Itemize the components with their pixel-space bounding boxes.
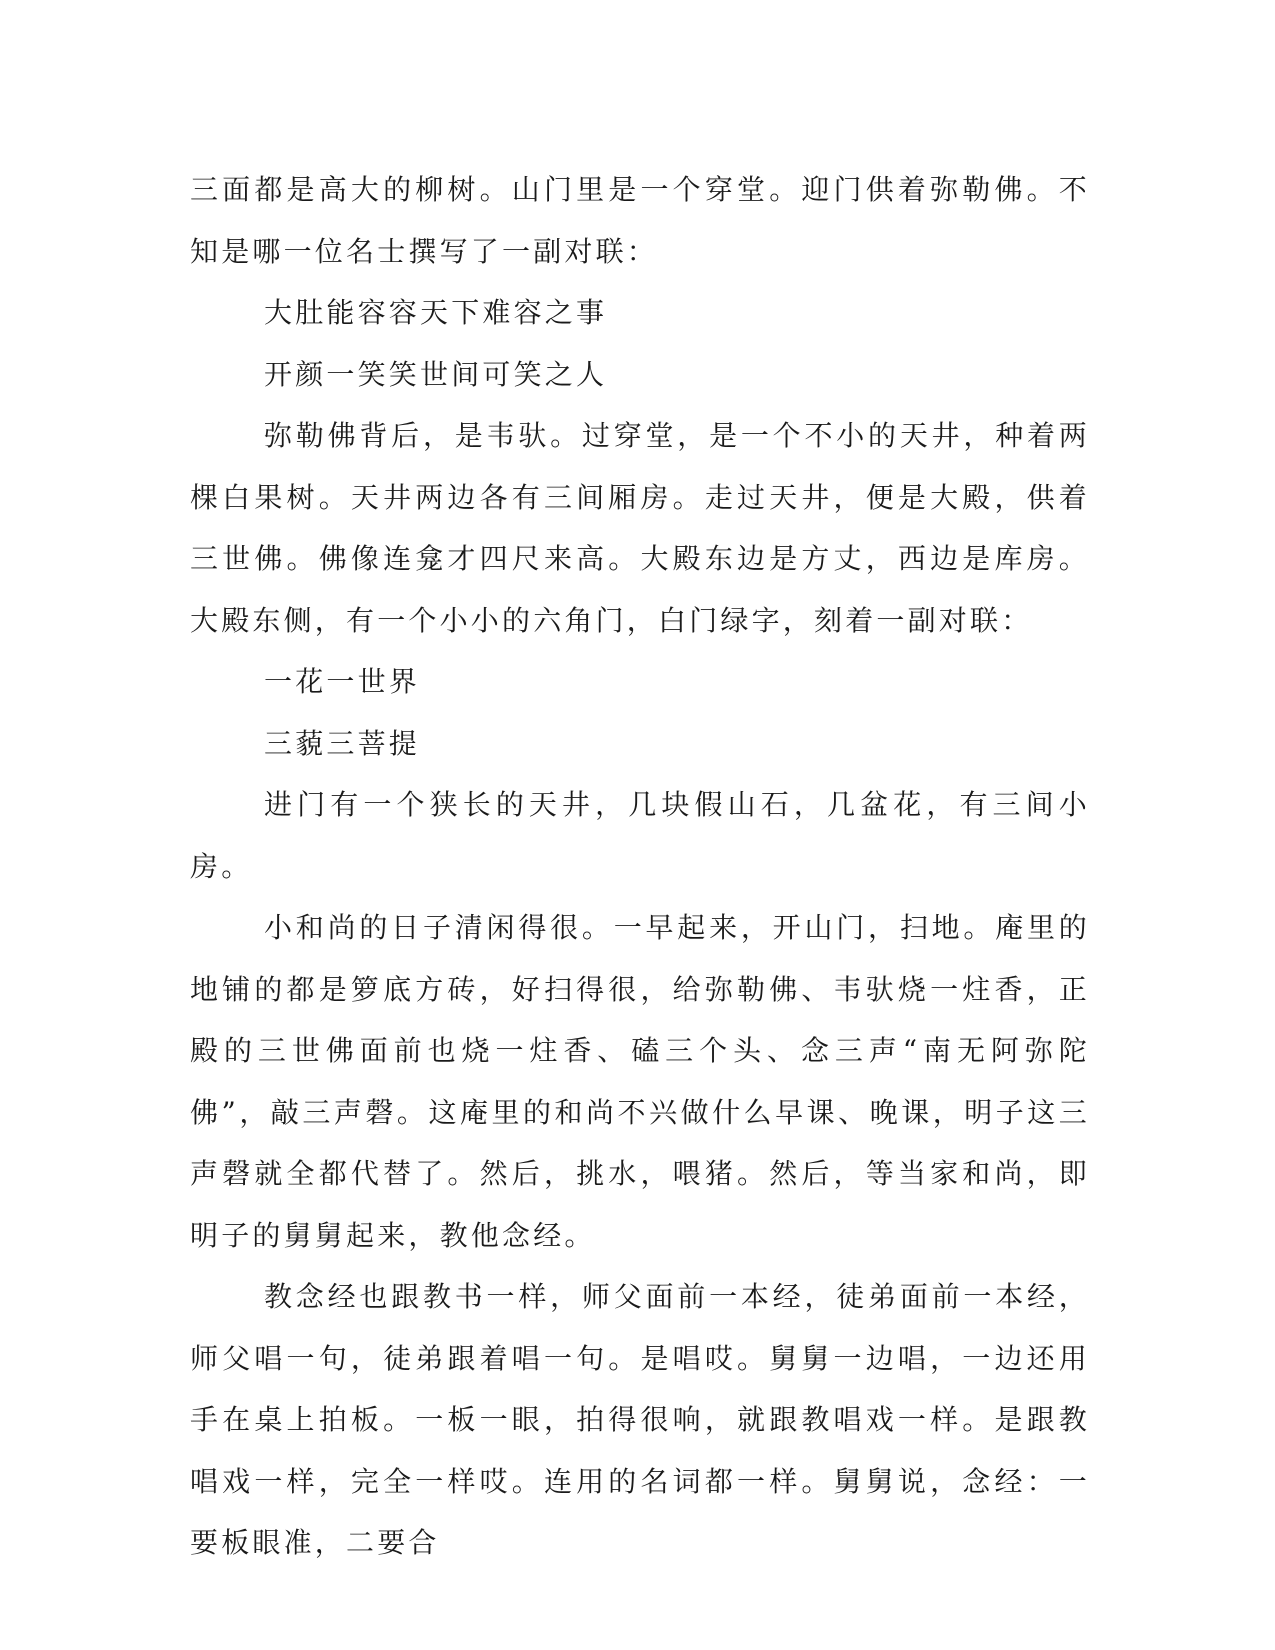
couplet-line-1: 大肚能容容天下难容之事 (264, 296, 608, 329)
couplet-line-2: 开颜一笑笑世间可笑之人 (264, 357, 608, 391)
couplet-line-4: 三藐三菩提 (264, 726, 421, 760)
couplet-line-3: 一花一世界 (264, 665, 421, 698)
paragraph-4: 小和尚的日子清闲得很。一早起来，开山门，扫地。庵里的地铺的都是箩底方砖，好扫得很，给弥勒佛、韦驮烧一炷香，正殿的三世佛面前也烧一炷香、磕三个头、念三声“南无阿弥陀佛”，敲三声磬。这庵里的和尚不兴做什么早课、晚课，明子这三声磬就全都代替了。然后，挑水，喂猪。然后，等当家和尚，即明子的舅舅起来，教他念经。 (190, 911, 1090, 1252)
paragraph-5: 教念经也跟教书一样，师父面前一本经，徒弟面前一本经，师父唱一句，徒弟跟着唱一句。是唱哎。舅舅一边唱，一边还用手在桌上拍板。一板一眼，拍得很响，就跟教唱戏一样。是跟教唱戏一样，完全一样哎。连用的名词都一样。舅舅说，念经：一要板眼准，二要合 (190, 1280, 1090, 1559)
paragraph-2: 弥勒佛背后，是韦驮。过穿堂，是一个不小的天井，种着两棵白果树。天井两边各有三间厢房。走过天井，便是大殿，供着三世佛。佛像连龛才四尺来高。大殿东边是方丈，西边是库房。大殿东侧，有一个小小的六角门，白门绿字，刻着一副对联： (190, 419, 1090, 637)
document-body (190, 159, 1090, 1574)
paragraph-3: 进门有一个狭长的天井，几块假山石，几盆花，有三间小房。 (190, 788, 1090, 883)
paragraph-1: 三面都是高大的柳树。山门里是一个穿堂。迎门供着弥勒佛。不知是哪一位名士撰写了一副对联： (190, 173, 1090, 268)
